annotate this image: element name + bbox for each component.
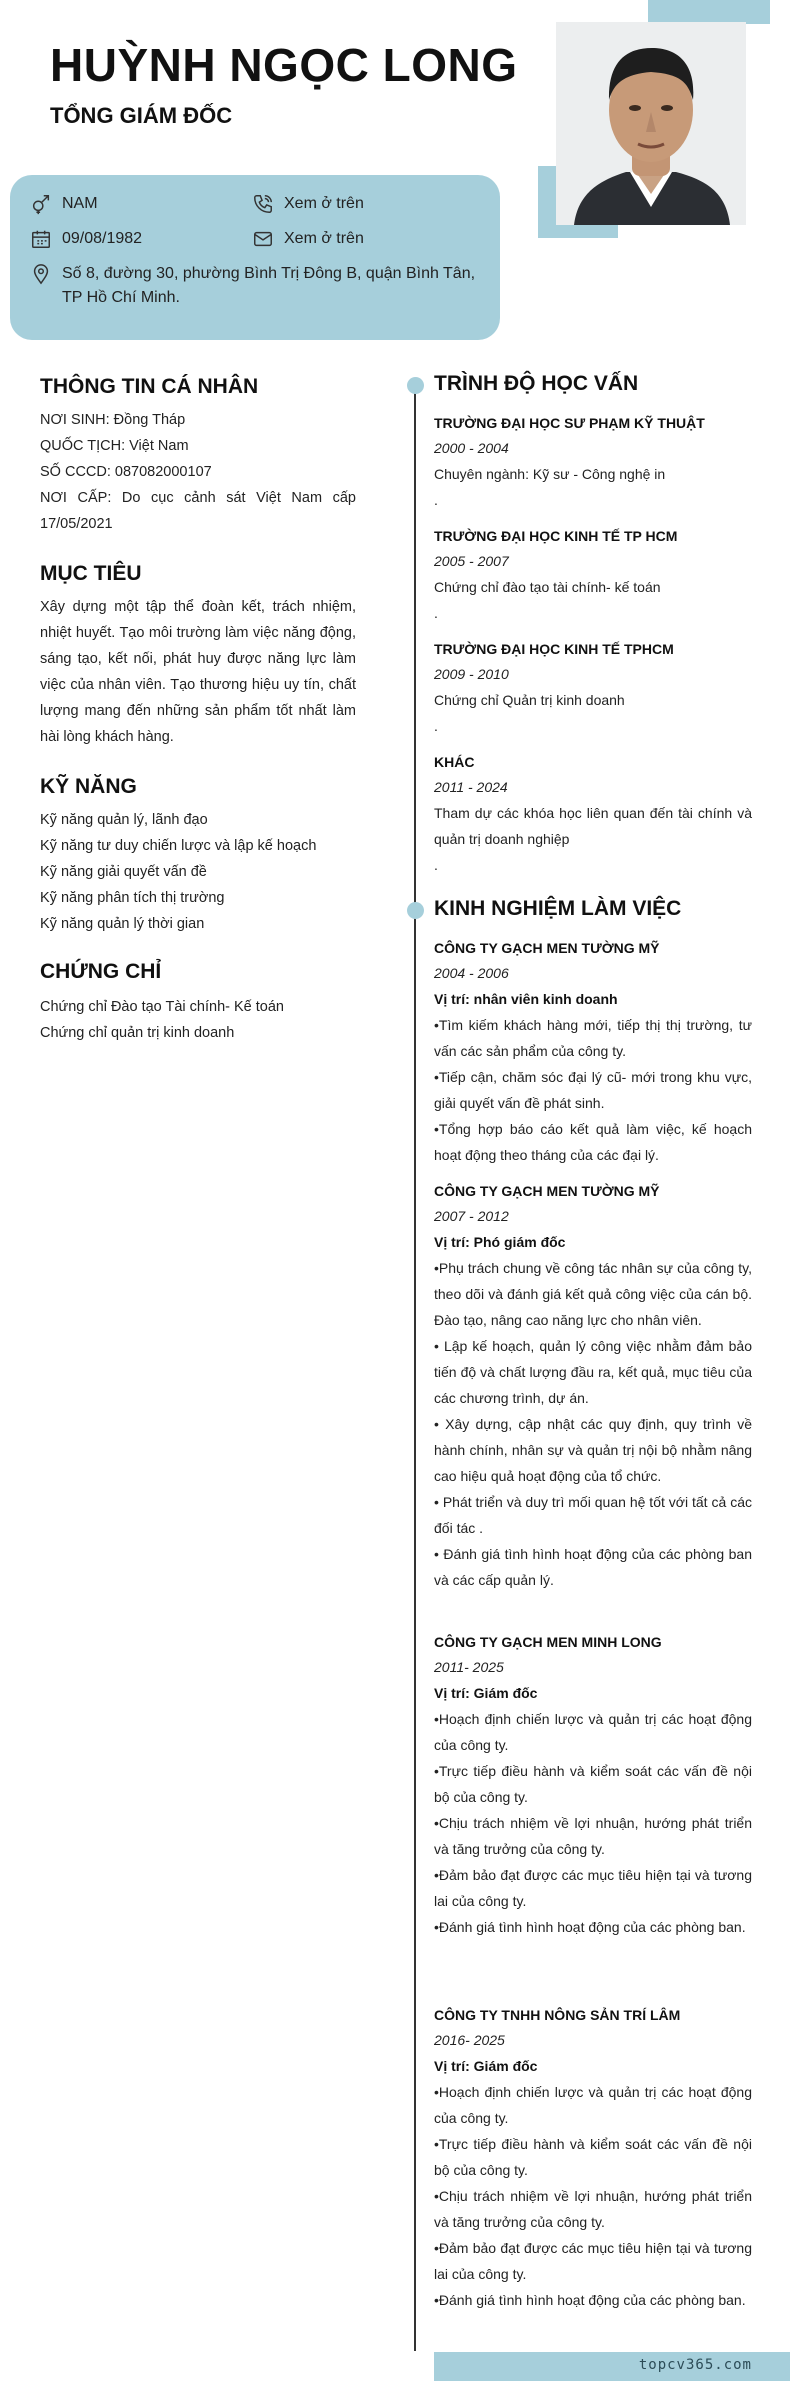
- certificates-list: [40, 994, 356, 1046]
- job-duty: •Hoạch định chiến lược và quản trị các hoạt động của công ty.: [434, 2084, 752, 2126]
- id-number: SỐ CCCD: 087082000107: [40, 464, 212, 480]
- education-entry: [434, 637, 752, 739]
- skill-item: Kỹ năng quản lý thời gian: [40, 916, 205, 932]
- job-duty: •Đánh giá tình hình hoạt động của các phòng ban.: [434, 1919, 746, 1935]
- candidate-name: HUỲNH NGỌC LONG: [50, 39, 518, 91]
- job-years: 2016- 2025: [434, 2032, 505, 2048]
- education-entry: [434, 411, 752, 513]
- school-name: TRƯỜNG ĐẠI HỌC KINH TẾ TP HCM: [434, 528, 678, 544]
- objective-text: Xây dựng một tập thể đoàn kết, trách nhiệm, nhiệt huyết. Tạo môi trường làm việc năng động, sáng tạo, kết nối, phát huy được năng lực làm việc của nhân viên. Tạo thương hiệu uy tín, chất lượng mang đến những sản phẩm tốt nhất làm hài lòng khách hàng.: [40, 599, 356, 745]
- school-years: 2000 - 2004: [434, 440, 509, 456]
- job-duty: •Đảm bảo đạt được các mục tiêu hiện tại và tương lai của công ty.: [434, 1867, 752, 1909]
- job-position: Vị trí: Phó giám đốc: [434, 1234, 566, 1250]
- skill-item: Kỹ năng tư duy chiến lược và lập kế hoạch: [40, 838, 317, 854]
- company-name: CÔNG TY TNHH NÔNG SẢN TRÍ LÂM: [434, 2007, 681, 2023]
- certificate-item: Chứng chỉ quản trị kinh doanh: [40, 1025, 235, 1041]
- school-years: 2005 - 2007: [434, 553, 509, 569]
- personal-info: [40, 407, 356, 537]
- location-pin-icon: [30, 263, 52, 285]
- section-title-certificates: CHỨNG CHỈ: [40, 960, 162, 983]
- footer-watermark: topcv365.com: [638, 2357, 752, 2373]
- mail-icon: [252, 228, 274, 250]
- contact-address: [30, 262, 480, 310]
- section-title-skills: KỸ NĂNG: [40, 775, 137, 798]
- gender-icon: [30, 193, 52, 215]
- job-duty: • Phát triển và duy trì mối quan hệ tốt với tất cả các đối tác .: [434, 1494, 752, 1536]
- school-note: .: [434, 857, 438, 873]
- phone-value: Xem ở trên: [284, 195, 364, 212]
- school-name: KHÁC: [434, 754, 475, 770]
- job-duty: •Chịu trách nhiệm về lợi nhuận, hướng phát triển và tăng trưởng của công ty.: [434, 2188, 752, 2230]
- experience-entry: [434, 1179, 752, 1593]
- school-detail: Chứng chỉ Quản trị kinh doanh: [434, 692, 625, 708]
- certificate-item: Chứng chỉ Đào tạo Tài chính- Kế toán: [40, 999, 285, 1015]
- contact-birthdate: [30, 227, 142, 251]
- skill-item: Kỹ năng phân tích thị trường: [40, 890, 225, 906]
- contact-email: [252, 227, 364, 251]
- gender-value: NAM: [62, 195, 98, 212]
- footer-bar: [434, 2352, 790, 2381]
- address-value: Số 8, đường 30, phường Bình Trị Đông B, quận Bình Tân, TP Hồ Chí Minh.: [62, 265, 476, 306]
- contact-gender: [30, 192, 98, 216]
- job-duty: • Đánh giá tình hình hoạt động của các phòng ban và các cấp quản lý.: [434, 1546, 752, 1588]
- job-duty: •Trực tiếp điều hành và kiểm soát các vấn đề nội bộ của công ty.: [434, 2136, 752, 2178]
- school-note: .: [434, 718, 438, 734]
- section-title-education: TRÌNH ĐỘ HỌC VẤN: [434, 372, 639, 395]
- skill-item: Kỹ năng giải quyết vấn đề: [40, 864, 207, 880]
- birthdate-value: 09/08/1982: [62, 230, 143, 247]
- school-years: 2011 - 2024: [434, 779, 508, 795]
- school-years: 2009 - 2010: [434, 666, 509, 682]
- education-entry: [434, 750, 752, 878]
- timeline-divider: [414, 383, 416, 2351]
- job-duty: • Lập kế hoạch, quản lý công việc nhằm đảm bảo tiến độ và chất lượng đầu ra, kết quả, mục tiêu của các chương trình, dự án.: [434, 1338, 752, 1406]
- section-title-objective: MỤC TIÊU: [40, 562, 142, 585]
- nationality: QUỐC TỊCH: Việt Nam: [40, 438, 189, 454]
- job-title: TỔNG GIÁM ĐỐC: [50, 103, 233, 128]
- section-title-experience: KINH NGHIỆM LÀM VIỆC: [434, 897, 682, 920]
- company-name: CÔNG TY GẠCH MEN TƯỜNG MỸ: [434, 1183, 660, 1199]
- experience-entry: [434, 1630, 752, 1940]
- job-duty: •Tổng hợp báo cáo kết quả làm việc, kế hoạch hoạt động theo tháng của các đại lý.: [434, 1121, 752, 1163]
- section-title-personal: THÔNG TIN CÁ NHÂN: [40, 375, 259, 398]
- job-duty: •Chịu trách nhiệm về lợi nhuận, hướng phát triển và tăng trưởng của công ty.: [434, 1815, 752, 1857]
- experience-entry: [434, 936, 752, 1168]
- timeline-dot-education: [407, 377, 424, 394]
- company-name: CÔNG TY GẠCH MEN TƯỜNG MỸ: [434, 940, 660, 956]
- school-note: .: [434, 605, 438, 621]
- school-detail: Chứng chỉ đào tạo tài chính- kế toán: [434, 579, 661, 595]
- birthplace: NƠI SINH: Đồng Tháp: [40, 412, 186, 428]
- job-position: Vị trí: Giám đốc: [434, 1685, 538, 1701]
- school-note: .: [434, 492, 438, 508]
- job-duty: •Đảm bảo đạt được các mục tiêu hiện tại và tương lai của công ty.: [434, 2240, 752, 2282]
- timeline-dot-experience: [407, 902, 424, 919]
- job-position: Vị trí: Giám đốc: [434, 2058, 538, 2074]
- job-duty: • Xây dựng, cập nhật các quy định, quy trình về hành chính, nhân sự và quản trị nội bộ nhằm nâng cao hiệu quả hoạt động của tổ chức.: [434, 1416, 752, 1484]
- id-issued: NƠI CẤP: Do cục cảnh sát Việt Nam cấp 17/05/2021: [40, 490, 356, 532]
- school-name: TRƯỜNG ĐẠI HỌC SƯ PHẠM KỸ THUẬT: [434, 415, 705, 431]
- school-detail: Tham dự các khóa học liên quan đến tài chính và quản trị doanh nghiệp: [434, 805, 752, 847]
- calendar-icon: [30, 228, 52, 250]
- portrait-photo: [556, 22, 746, 225]
- job-years: 2004 - 2006: [434, 965, 509, 981]
- phone-icon: [252, 193, 274, 215]
- job-years: 2011- 2025: [434, 1659, 504, 1675]
- job-duty: •Hoạch định chiến lược và quản trị các hoạt động của công ty.: [434, 1711, 752, 1753]
- school-detail: Chuyên ngành: Kỹ sư - Công nghệ in: [434, 466, 666, 482]
- school-name: TRƯỜNG ĐẠI HỌC KINH TẾ TPHCM: [434, 641, 674, 657]
- job-duty: •Phụ trách chung về công tác nhân sự của công ty, theo dõi và đánh giá kết quả công việc của cán bộ. Đào tạo, nâng cao năng lực cho nhân viên.: [434, 1260, 752, 1328]
- job-duty: •Tìm kiếm khách hàng mới, tiếp thị thị trường, tư vấn các sản phẩm của công ty.: [434, 1017, 752, 1059]
- contact-phone: [252, 192, 364, 216]
- job-duty: •Đánh giá tình hình hoạt động của các phòng ban.: [434, 2292, 746, 2308]
- job-duty: •Tiếp cận, chăm sóc đại lý cũ- mới trong khu vực, giải quyết vấn đề phát sinh.: [434, 1069, 752, 1111]
- education-entry: [434, 524, 752, 626]
- skills-list: [40, 807, 356, 937]
- job-position: Vị trí: nhân viên kinh doanh: [434, 991, 618, 1007]
- job-years: 2007 - 2012: [434, 1208, 509, 1224]
- company-name: CÔNG TY GẠCH MEN MINH LONG: [434, 1634, 662, 1650]
- job-duty: •Trực tiếp điều hành và kiểm soát các vấn đề nội bộ của công ty.: [434, 1763, 752, 1805]
- experience-entry: [434, 2003, 752, 2313]
- skill-item: Kỹ năng quản lý, lãnh đạo: [40, 812, 208, 828]
- email-value: Xem ở trên: [284, 230, 364, 247]
